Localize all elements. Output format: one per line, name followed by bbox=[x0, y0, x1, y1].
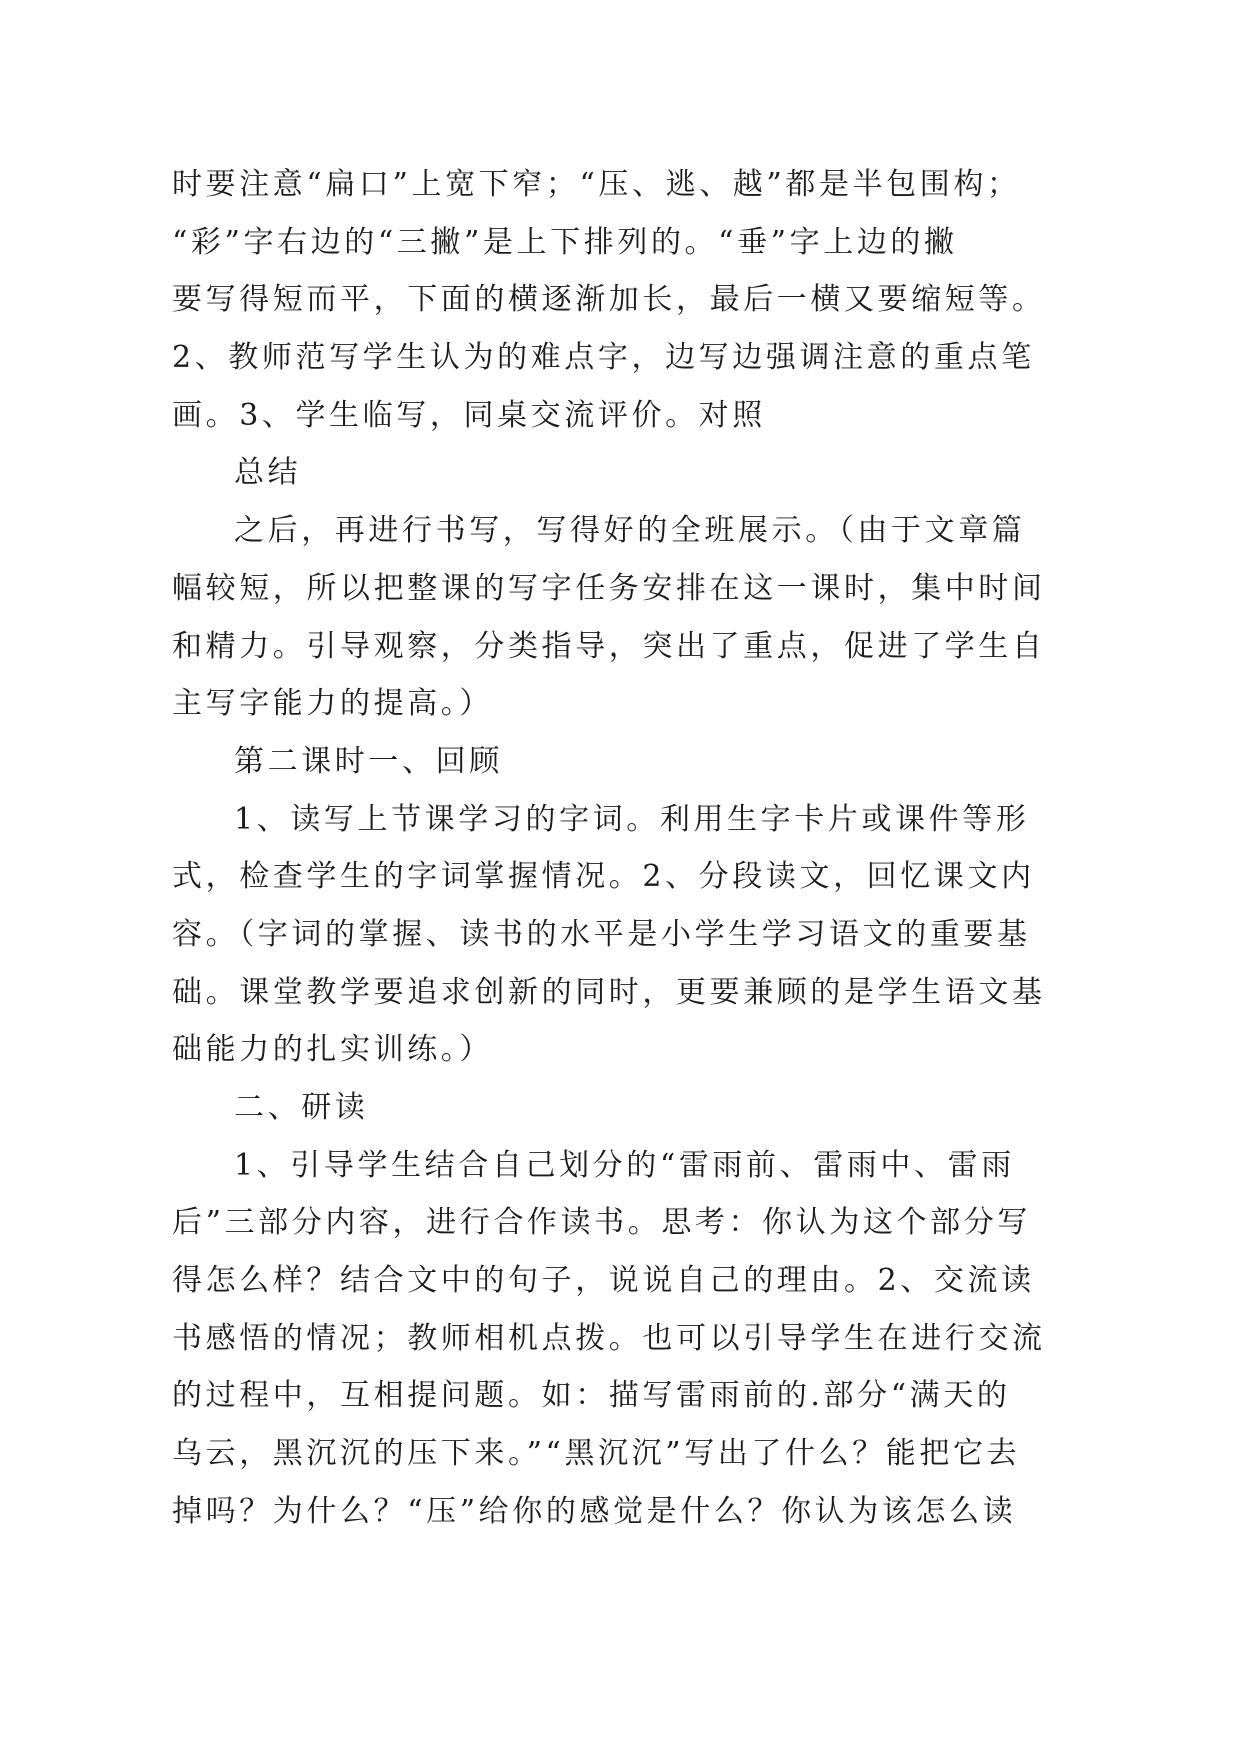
text-line: 掉吗？为什么？“压”给你的感觉是什么？你认为该怎么读 bbox=[172, 1493, 1017, 1529]
text-line: 之后，再进行书写，写得好的全班展示。（由于文章篇 bbox=[234, 513, 1026, 549]
section-heading: 第二课时一、回顾 bbox=[234, 743, 503, 779]
text-line: 主写字能力的提高。） bbox=[172, 686, 493, 722]
text-line: 书感悟的情况；教师相机点拨。也可以引导学生在进行交流 bbox=[172, 1320, 1046, 1356]
section-heading: 总结 bbox=[234, 455, 302, 491]
text-line: 要写得短而平，下面的横逐渐加长，最后一横又要缩短等。 bbox=[172, 282, 1046, 318]
text-line: 得怎么样？结合文中的句子，说说自己的理由。2、交流读 bbox=[172, 1263, 1035, 1299]
text-line: 1、读写上节课学习的字词。利用生字卡片或课件等形 bbox=[234, 801, 1030, 837]
text-line: 画。3、学生临写，同桌交流评价。对照 bbox=[172, 397, 766, 433]
text-line: 和精力。引导观察，分类指导，突出了重点，促进了学生自 bbox=[172, 628, 1046, 664]
text-line: 幅较短，所以把整课的写字任务安排在这一课时，集中时间 bbox=[172, 570, 1046, 606]
text-line: 1、引导学生结合自己划分的“雷雨前、雷雨中、雷雨 bbox=[234, 1147, 1015, 1183]
text-line: 的过程中，互相提问题。如：描写雷雨前的.部分“满天的 bbox=[172, 1378, 1011, 1414]
text-line: 础。课堂教学要追求创新的同时，更要兼顾的是学生语文基 bbox=[172, 974, 1046, 1010]
text-line: 后”三部分内容，进行合作读书。思考：你认为这个部分写 bbox=[172, 1205, 1031, 1241]
text-line: 式，检查学生的字词掌握情况。2、分段读文，回忆课文内 bbox=[172, 859, 1035, 895]
text-line: 时要注意“扁口”上宽下窄；“压、逃、越”都是半包围构； bbox=[172, 167, 1021, 202]
text-line: 容。（字词的掌握、读书的水平是小学生学习语文的重要基 bbox=[172, 916, 1031, 952]
text-line: 乌云，黑沉沉的压下来。”“黑沉沉”写出了什么？能把它去 bbox=[172, 1436, 1021, 1472]
text-line: “彩”字右边的“三撇”是上下排列的。“垂”字上边的撇 bbox=[172, 224, 958, 260]
document-body bbox=[172, 156, 1132, 1541]
text-line: 础能力的扎实训练。） bbox=[172, 1032, 493, 1068]
text-line: 2、教师范写学生认为的难点字，边写边强调注意的重点笔 bbox=[172, 340, 1035, 376]
section-heading: 二、研读 bbox=[234, 1090, 369, 1125]
